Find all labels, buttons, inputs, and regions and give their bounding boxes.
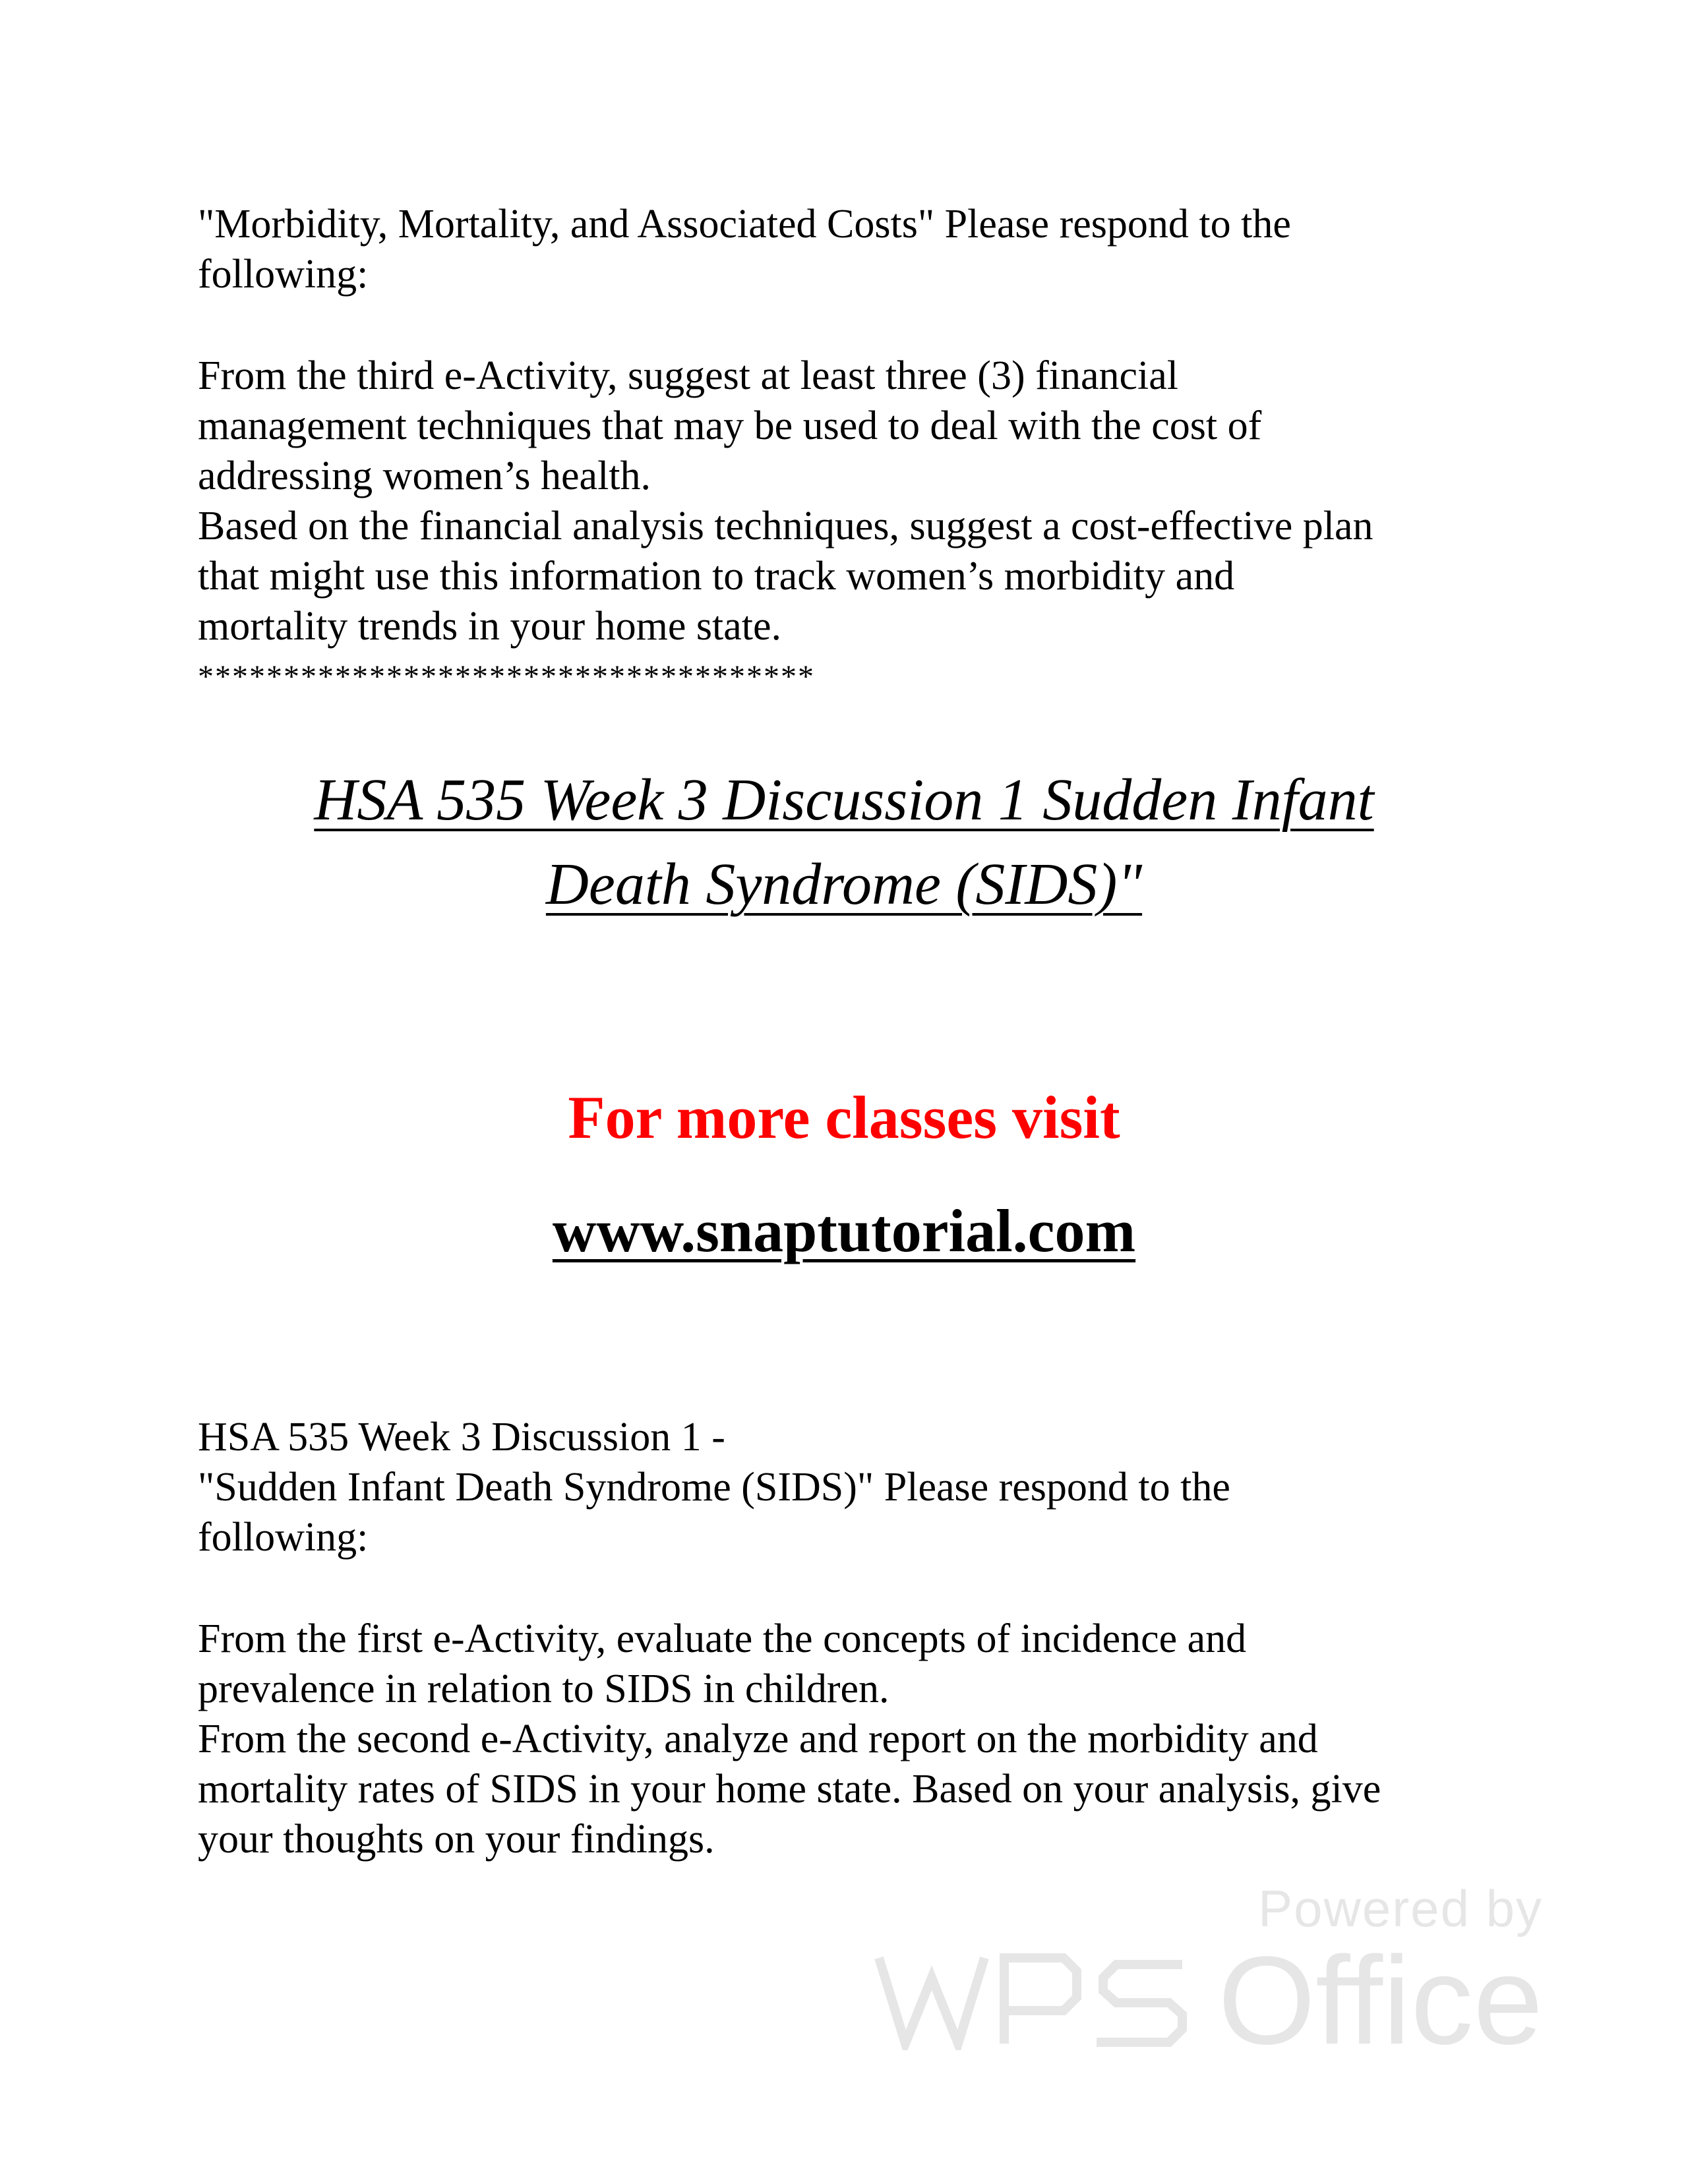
text-line: From the third e-Activity, suggest at least three (3) financial [198,353,1178,398]
wps-logo-icon [872,1951,1202,2050]
text-line: HSA 535 Week 3 Discussion 1 - [198,1415,725,1460]
text-line: following: [198,252,369,297]
heading-line: Death Syndrome (SIDS)" [545,852,1143,917]
text-line: that might use this information to track women’s morbidity and [198,554,1235,599]
text-line: addressing women’s health. [198,454,651,498]
section1-intro [198,199,1517,299]
watermark-logo [884,1931,1543,2071]
section1-questions [198,351,1517,651]
separator-stars: ************************************ [198,659,815,694]
text-line: prevalence in relation to SIDS in children. [198,1667,889,1711]
text-line: "Morbidity, Mortality, and Associated Costs" Please respond to the [198,202,1291,247]
text-line: From the first e-Activity, evaluate the concepts of incidence and [198,1616,1247,1661]
discussion-heading [0,758,1688,927]
promo-visit-text: For more classes visit [568,1084,1120,1151]
text-line: "Sudden Infant Death Syndrome (SIDS)" Please respond to the [198,1465,1230,1510]
section2-questions [198,1614,1517,1864]
text-line: Based on the financial analysis techniques, suggest a cost-effective plan [198,504,1373,548]
heading-line: HSA 535 Week 3 Discussion 1 Sudden Infant [314,767,1374,833]
text-line: management techniques that may be used to deal with the cost of [198,403,1262,448]
text-line: mortality rates of SIDS in your home state. Based on your analysis, give [198,1767,1381,1812]
section2-title [198,1412,1517,1562]
text-line: your thoughts on your findings. [198,1817,715,1862]
watermark-brand-word: Office [1218,1931,1543,2071]
watermark-powered-by: Powered by [1258,1879,1543,1937]
promo-url-link[interactable]: www.snaptutorial.com [552,1197,1136,1264]
text-line: mortality trends in your home state. [198,604,782,649]
wps-watermark [884,1879,1543,2071]
text-line: following: [198,1515,369,1560]
text-line: From the second e-Activity, analyze and report on the morbidity and [198,1717,1318,1761]
